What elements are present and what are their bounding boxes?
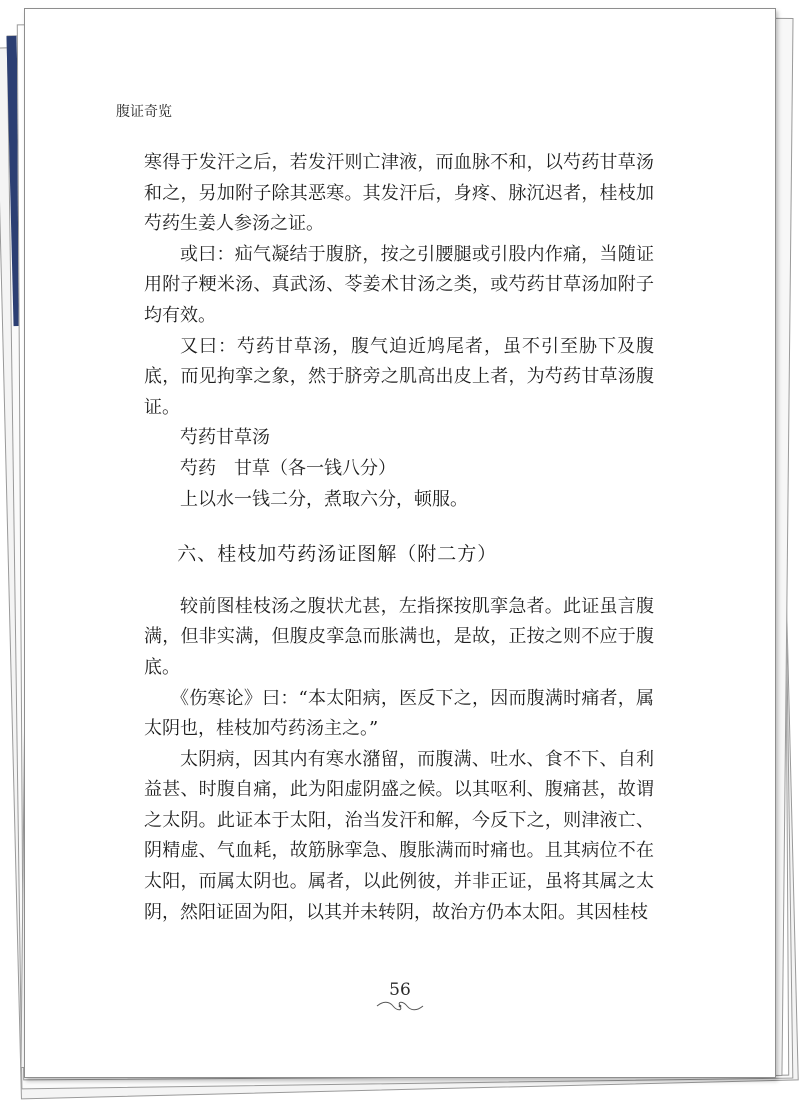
section-heading: 六、桂枝加芍药汤证图解（附二方） bbox=[177, 543, 498, 566]
paragraph: 或曰：疝气凝结于腹脐，按之引腰腿或引股内作痛，当随证用附子粳米汤、真武汤、苓姜术甘汤之类，或芍药甘草汤加附子均有效。 bbox=[144, 243, 654, 326]
paragraph: 又曰：芍药甘草汤，腹气迫近鸠尾者，虽不引至胁下及腹底，而见拘挛之象，然于脐旁之肌高出皮上者，为芍药甘草汤腹证。 bbox=[144, 335, 654, 418]
page-body bbox=[144, 148, 654, 928]
scroll-ornament-icon bbox=[375, 1001, 425, 1011]
recipe-method: 上以水一钱二分，煮取六分，顿服。 bbox=[180, 488, 468, 510]
paragraph: 太阴病，因其内有寒水潴留，而腹满、吐水、食不下、自利益甚、时腹自痛，此为阳虚阴盛之候。以其呕利、腹痛甚，故谓之太阴。此证本于太阳，治当发汗和解，今反下之，则津液亡、阴精虚、气血耗，故筋脉挛急、腹胀满而时痛也。且其病位不在太阳，而属太阴也。属者，以此例彼，并非正证，虽将其属之太阴，然阳证固为阳，以其并未转阴，故治方仍本太阳。其因桂枝 bbox=[144, 748, 654, 923]
page-number: 56 bbox=[389, 980, 411, 1000]
paragraph: 寒得于发汗之后，若发汗则亡津液，而血脉不和，以芍药甘草汤和之，另加附子除其恶寒。其发汗后，身疼、脉沉迟者，桂枝加芍药生姜人参汤之证。 bbox=[144, 152, 654, 235]
paragraph: 较前图桂枝汤之腹状尤甚，左指探按肌挛急者。此证虽言腹满，但非实满，但腹皮挛急而胀满也，是故，正按之则不应于腹底。 bbox=[144, 595, 654, 678]
recipe-title: 芍药甘草汤 bbox=[180, 427, 270, 449]
quotation-paragraph: 《伤寒论》曰：“本太阳病，医反下之，因而腹满时痛者，属太阴也，桂枝加芍药汤主之。” bbox=[144, 687, 654, 740]
running-head: 腹证奇览 bbox=[116, 104, 172, 120]
recipe-ingredients: 芍药 甘草（各一钱八分） bbox=[180, 457, 396, 479]
